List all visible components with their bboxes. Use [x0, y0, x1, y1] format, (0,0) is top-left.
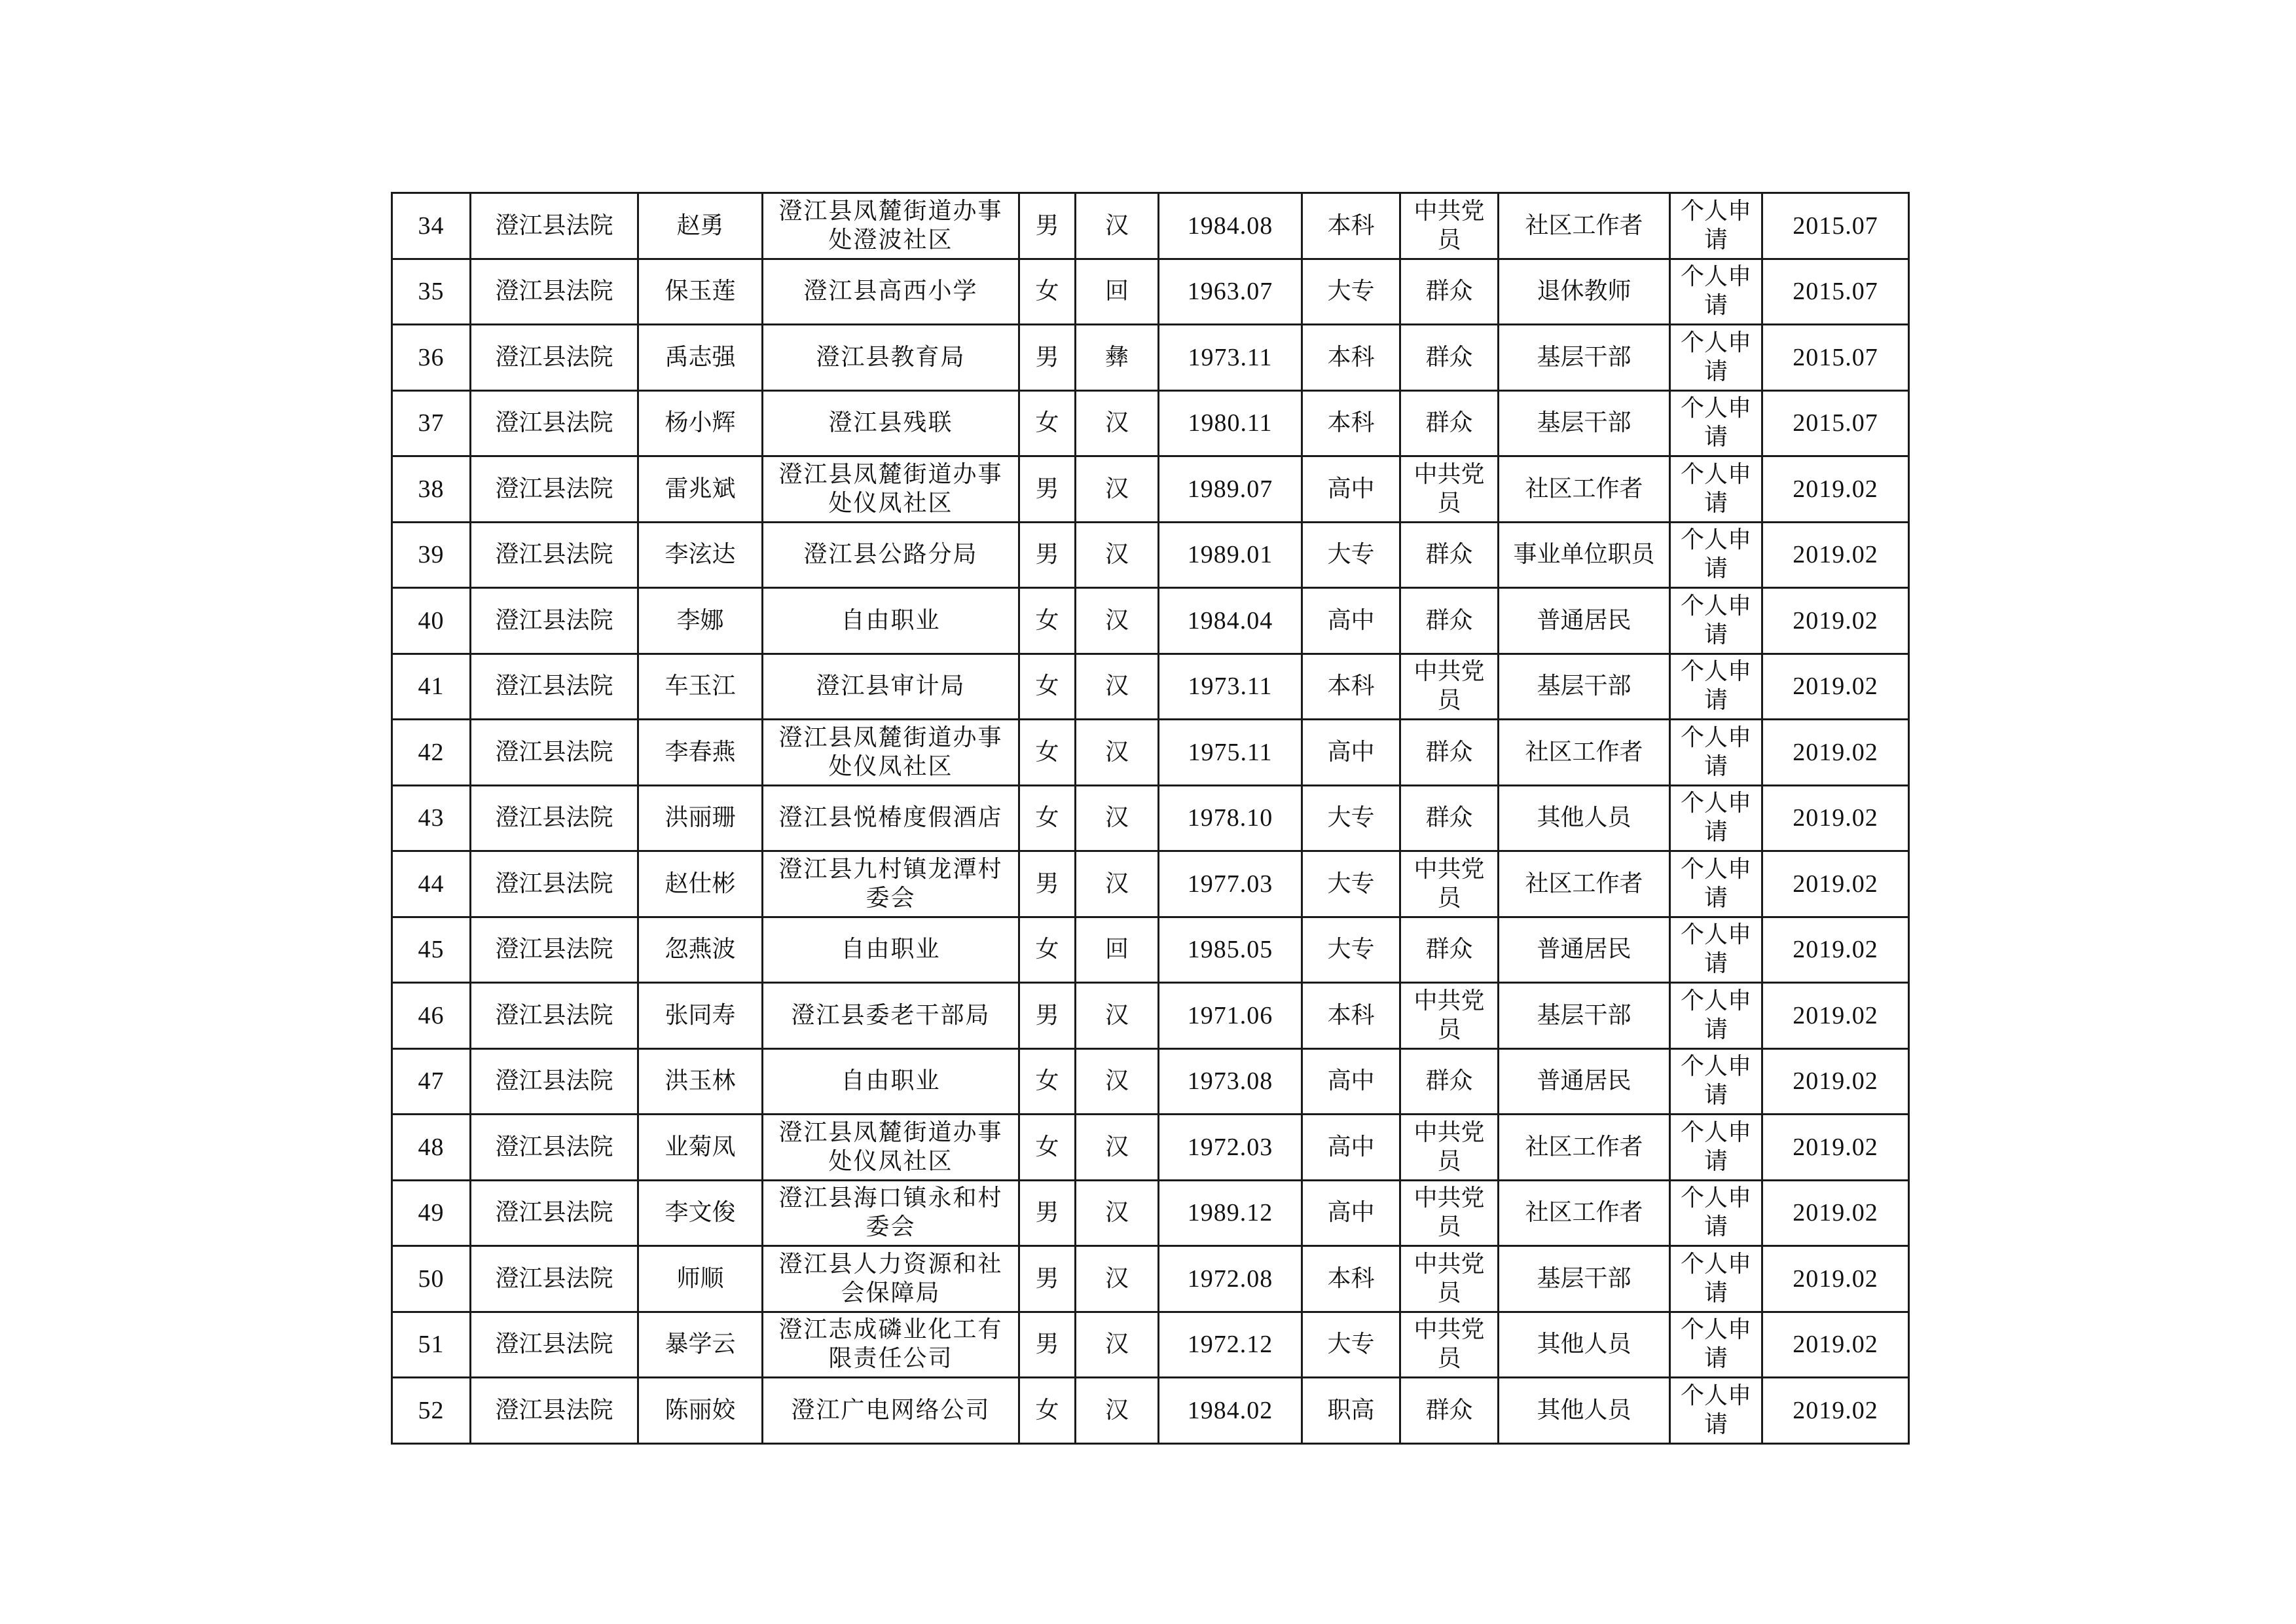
- cell-occupation: 基层干部: [1499, 325, 1670, 391]
- cell-political-status: 中共党员: [1400, 1312, 1499, 1378]
- cell-court: 澄江县法院: [471, 588, 638, 654]
- cell-birth-date: 1984.02: [1159, 1378, 1302, 1444]
- cell-court: 澄江县法院: [471, 390, 638, 456]
- cell-birth-date: 1973.08: [1159, 1048, 1302, 1115]
- cell-appointment-date: 2019.02: [1762, 1246, 1909, 1312]
- table-row: [392, 259, 1909, 325]
- cell-occupation: 退休教师: [1499, 259, 1670, 325]
- cell-serial-number: 48: [392, 1115, 471, 1181]
- cell-selection-method: 个人申请: [1670, 522, 1762, 588]
- table-row: [392, 983, 1909, 1049]
- cell-ethnicity: 汉: [1076, 1048, 1159, 1115]
- cell-education: 大专: [1302, 522, 1400, 588]
- cell-work-unit: 澄江县凤麓街道办事处仪凤社区: [763, 1115, 1019, 1181]
- cell-education: 高中: [1302, 588, 1400, 654]
- cell-political-status: 群众: [1400, 720, 1499, 786]
- table-row: [392, 720, 1909, 786]
- cell-education: 职高: [1302, 1378, 1400, 1444]
- cell-education: 大专: [1302, 785, 1400, 851]
- cell-occupation: 其他人员: [1499, 785, 1670, 851]
- cell-political-status: 群众: [1400, 588, 1499, 654]
- cell-appointment-date: 2019.02: [1762, 654, 1909, 720]
- cell-ethnicity: 汉: [1076, 1115, 1159, 1181]
- cell-birth-date: 1973.11: [1159, 654, 1302, 720]
- cell-political-status: 中共党员: [1400, 456, 1499, 523]
- cell-birth-date: 1989.07: [1159, 456, 1302, 523]
- cell-work-unit: 自由职业: [763, 588, 1019, 654]
- cell-political-status: 群众: [1400, 522, 1499, 588]
- cell-name: 保玉莲: [638, 259, 763, 325]
- cell-selection-method: 个人申请: [1670, 785, 1762, 851]
- table-row: [392, 522, 1909, 588]
- cell-birth-date: 1989.01: [1159, 522, 1302, 588]
- cell-occupation: 普通居民: [1499, 588, 1670, 654]
- cell-selection-method: 个人申请: [1670, 259, 1762, 325]
- cell-birth-date: 1973.11: [1159, 325, 1302, 391]
- cell-name: 洪丽珊: [638, 785, 763, 851]
- cell-occupation: 普通居民: [1499, 917, 1670, 983]
- cell-gender: 女: [1019, 259, 1076, 325]
- cell-appointment-date: 2019.02: [1762, 785, 1909, 851]
- cell-name: 陈丽姣: [638, 1378, 763, 1444]
- cell-appointment-date: 2019.02: [1762, 588, 1909, 654]
- cell-court: 澄江县法院: [471, 720, 638, 786]
- cell-gender: 男: [1019, 983, 1076, 1049]
- cell-name: 忽燕波: [638, 917, 763, 983]
- cell-birth-date: 1972.08: [1159, 1246, 1302, 1312]
- cell-occupation: 基层干部: [1499, 654, 1670, 720]
- cell-serial-number: 43: [392, 785, 471, 851]
- cell-political-status: 中共党员: [1400, 193, 1499, 259]
- cell-serial-number: 51: [392, 1312, 471, 1378]
- table-row: [392, 456, 1909, 523]
- cell-gender: 男: [1019, 522, 1076, 588]
- cell-work-unit: 澄江县人力资源和社会保障局: [763, 1246, 1019, 1312]
- cell-appointment-date: 2015.07: [1762, 193, 1909, 259]
- cell-education: 大专: [1302, 917, 1400, 983]
- cell-appointment-date: 2019.02: [1762, 456, 1909, 523]
- cell-birth-date: 1977.03: [1159, 851, 1302, 917]
- cell-ethnicity: 汉: [1076, 193, 1159, 259]
- cell-name: 杨小辉: [638, 390, 763, 456]
- cell-gender: 女: [1019, 654, 1076, 720]
- cell-name: 雷兆斌: [638, 456, 763, 523]
- cell-appointment-date: 2019.02: [1762, 522, 1909, 588]
- cell-political-status: 群众: [1400, 1378, 1499, 1444]
- cell-appointment-date: 2015.07: [1762, 390, 1909, 456]
- cell-birth-date: 1980.11: [1159, 390, 1302, 456]
- cell-gender: 女: [1019, 588, 1076, 654]
- cell-work-unit: 澄江县审计局: [763, 654, 1019, 720]
- table-row: [392, 390, 1909, 456]
- table-row: [392, 1180, 1909, 1246]
- cell-serial-number: 50: [392, 1246, 471, 1312]
- cell-appointment-date: 2019.02: [1762, 1180, 1909, 1246]
- cell-selection-method: 个人申请: [1670, 1246, 1762, 1312]
- cell-occupation: 基层干部: [1499, 1246, 1670, 1312]
- cell-name: 张同寿: [638, 983, 763, 1049]
- cell-education: 本科: [1302, 1246, 1400, 1312]
- cell-court: 澄江县法院: [471, 1115, 638, 1181]
- table-row: [392, 851, 1909, 917]
- cell-birth-date: 1984.04: [1159, 588, 1302, 654]
- cell-gender: 男: [1019, 325, 1076, 391]
- cell-serial-number: 45: [392, 917, 471, 983]
- cell-education: 大专: [1302, 259, 1400, 325]
- cell-gender: 女: [1019, 1048, 1076, 1115]
- cell-education: 本科: [1302, 325, 1400, 391]
- cell-court: 澄江县法院: [471, 785, 638, 851]
- table-row: [392, 1312, 1909, 1378]
- cell-work-unit: 自由职业: [763, 1048, 1019, 1115]
- cell-occupation: 社区工作者: [1499, 1180, 1670, 1246]
- cell-serial-number: 39: [392, 522, 471, 588]
- roster-body: [392, 193, 1909, 1444]
- cell-gender: 女: [1019, 785, 1076, 851]
- cell-gender: 女: [1019, 1378, 1076, 1444]
- cell-court: 澄江县法院: [471, 522, 638, 588]
- cell-serial-number: 52: [392, 1378, 471, 1444]
- cell-political-status: 群众: [1400, 917, 1499, 983]
- cell-occupation: 社区工作者: [1499, 456, 1670, 523]
- cell-birth-date: 1978.10: [1159, 785, 1302, 851]
- cell-occupation: 普通居民: [1499, 1048, 1670, 1115]
- cell-ethnicity: 回: [1076, 917, 1159, 983]
- cell-political-status: 中共党员: [1400, 654, 1499, 720]
- cell-ethnicity: 汉: [1076, 1246, 1159, 1312]
- cell-occupation: 基层干部: [1499, 983, 1670, 1049]
- cell-selection-method: 个人申请: [1670, 720, 1762, 786]
- cell-selection-method: 个人申请: [1670, 1048, 1762, 1115]
- cell-work-unit: 澄江县悦椿度假酒店: [763, 785, 1019, 851]
- cell-birth-date: 1963.07: [1159, 259, 1302, 325]
- cell-ethnicity: 汉: [1076, 720, 1159, 786]
- cell-court: 澄江县法院: [471, 325, 638, 391]
- cell-occupation: 其他人员: [1499, 1378, 1670, 1444]
- cell-serial-number: 42: [392, 720, 471, 786]
- cell-court: 澄江县法院: [471, 1378, 638, 1444]
- cell-selection-method: 个人申请: [1670, 851, 1762, 917]
- cell-name: 禹志强: [638, 325, 763, 391]
- cell-name: 赵勇: [638, 193, 763, 259]
- cell-serial-number: 38: [392, 456, 471, 523]
- cell-name: 暴学云: [638, 1312, 763, 1378]
- cell-name: 李春燕: [638, 720, 763, 786]
- juror-roster-table: [391, 192, 1910, 1445]
- cell-court: 澄江县法院: [471, 654, 638, 720]
- cell-education: 本科: [1302, 193, 1400, 259]
- cell-name: 李娜: [638, 588, 763, 654]
- cell-court: 澄江县法院: [471, 1246, 638, 1312]
- cell-ethnicity: 汉: [1076, 983, 1159, 1049]
- cell-name: 洪玉林: [638, 1048, 763, 1115]
- cell-appointment-date: 2019.02: [1762, 720, 1909, 786]
- cell-political-status: 中共党员: [1400, 1180, 1499, 1246]
- cell-occupation: 其他人员: [1499, 1312, 1670, 1378]
- cell-appointment-date: 2019.02: [1762, 1115, 1909, 1181]
- cell-work-unit: 澄江县凤麓街道办事处澄波社区: [763, 193, 1019, 259]
- cell-court: 澄江县法院: [471, 851, 638, 917]
- cell-court: 澄江县法院: [471, 1180, 638, 1246]
- cell-education: 高中: [1302, 1115, 1400, 1181]
- cell-ethnicity: 汉: [1076, 654, 1159, 720]
- table-row: [392, 1115, 1909, 1181]
- cell-selection-method: 个人申请: [1670, 1378, 1762, 1444]
- cell-serial-number: 44: [392, 851, 471, 917]
- cell-selection-method: 个人申请: [1670, 1312, 1762, 1378]
- cell-gender: 女: [1019, 917, 1076, 983]
- cell-selection-method: 个人申请: [1670, 193, 1762, 259]
- cell-gender: 男: [1019, 1180, 1076, 1246]
- cell-name: 车玉江: [638, 654, 763, 720]
- cell-work-unit: 澄江广电网络公司: [763, 1378, 1019, 1444]
- cell-selection-method: 个人申请: [1670, 1180, 1762, 1246]
- cell-ethnicity: 汉: [1076, 522, 1159, 588]
- cell-ethnicity: 汉: [1076, 1378, 1159, 1444]
- cell-education: 本科: [1302, 654, 1400, 720]
- cell-gender: 女: [1019, 1115, 1076, 1181]
- cell-birth-date: 1985.05: [1159, 917, 1302, 983]
- cell-birth-date: 1971.06: [1159, 983, 1302, 1049]
- cell-gender: 女: [1019, 720, 1076, 786]
- cell-education: 高中: [1302, 1048, 1400, 1115]
- cell-education: 本科: [1302, 983, 1400, 1049]
- cell-serial-number: 40: [392, 588, 471, 654]
- cell-serial-number: 47: [392, 1048, 471, 1115]
- cell-selection-method: 个人申请: [1670, 917, 1762, 983]
- cell-name: 师顺: [638, 1246, 763, 1312]
- cell-serial-number: 41: [392, 654, 471, 720]
- cell-appointment-date: 2019.02: [1762, 851, 1909, 917]
- cell-ethnicity: 汉: [1076, 1312, 1159, 1378]
- cell-occupation: 社区工作者: [1499, 193, 1670, 259]
- cell-gender: 男: [1019, 851, 1076, 917]
- cell-political-status: 中共党员: [1400, 983, 1499, 1049]
- cell-ethnicity: 汉: [1076, 1180, 1159, 1246]
- cell-serial-number: 34: [392, 193, 471, 259]
- cell-ethnicity: 汉: [1076, 851, 1159, 917]
- cell-political-status: 中共党员: [1400, 1246, 1499, 1312]
- cell-ethnicity: 汉: [1076, 456, 1159, 523]
- cell-birth-date: 1984.08: [1159, 193, 1302, 259]
- cell-gender: 男: [1019, 1246, 1076, 1312]
- cell-gender: 男: [1019, 193, 1076, 259]
- cell-appointment-date: 2019.02: [1762, 983, 1909, 1049]
- cell-occupation: 事业单位职员: [1499, 522, 1670, 588]
- cell-court: 澄江县法院: [471, 1048, 638, 1115]
- cell-serial-number: 46: [392, 983, 471, 1049]
- table-row: [392, 1246, 1909, 1312]
- table-row: [392, 588, 1909, 654]
- cell-work-unit: 澄江县教育局: [763, 325, 1019, 391]
- cell-work-unit: 澄江县高西小学: [763, 259, 1019, 325]
- cell-court: 澄江县法院: [471, 1312, 638, 1378]
- cell-political-status: 群众: [1400, 1048, 1499, 1115]
- cell-selection-method: 个人申请: [1670, 588, 1762, 654]
- cell-gender: 男: [1019, 456, 1076, 523]
- cell-birth-date: 1989.12: [1159, 1180, 1302, 1246]
- cell-court: 澄江县法院: [471, 193, 638, 259]
- cell-education: 高中: [1302, 1180, 1400, 1246]
- cell-serial-number: 49: [392, 1180, 471, 1246]
- table-row: [392, 1378, 1909, 1444]
- cell-ethnicity: 彝: [1076, 325, 1159, 391]
- table-row: [392, 1048, 1909, 1115]
- cell-selection-method: 个人申请: [1670, 1115, 1762, 1181]
- cell-selection-method: 个人申请: [1670, 456, 1762, 523]
- cell-appointment-date: 2019.02: [1762, 1378, 1909, 1444]
- cell-education: 大专: [1302, 851, 1400, 917]
- cell-ethnicity: 汉: [1076, 390, 1159, 456]
- cell-occupation: 基层干部: [1499, 390, 1670, 456]
- cell-work-unit: 自由职业: [763, 917, 1019, 983]
- cell-ethnicity: 汉: [1076, 785, 1159, 851]
- cell-occupation: 社区工作者: [1499, 720, 1670, 786]
- cell-serial-number: 35: [392, 259, 471, 325]
- cell-work-unit: 澄江志成磷业化工有限责任公司: [763, 1312, 1019, 1378]
- cell-appointment-date: 2015.07: [1762, 259, 1909, 325]
- cell-work-unit: 澄江县凤麓街道办事处仪凤社区: [763, 456, 1019, 523]
- cell-selection-method: 个人申请: [1670, 390, 1762, 456]
- cell-ethnicity: 汉: [1076, 588, 1159, 654]
- cell-gender: 男: [1019, 1312, 1076, 1378]
- cell-education: 本科: [1302, 390, 1400, 456]
- cell-work-unit: 澄江县凤麓街道办事处仪凤社区: [763, 720, 1019, 786]
- cell-work-unit: 澄江县残联: [763, 390, 1019, 456]
- cell-occupation: 社区工作者: [1499, 851, 1670, 917]
- cell-education: 高中: [1302, 456, 1400, 523]
- cell-work-unit: 澄江县海口镇永和村委会: [763, 1180, 1019, 1246]
- cell-political-status: 群众: [1400, 390, 1499, 456]
- cell-selection-method: 个人申请: [1670, 325, 1762, 391]
- cell-serial-number: 37: [392, 390, 471, 456]
- cell-selection-method: 个人申请: [1670, 983, 1762, 1049]
- cell-selection-method: 个人申请: [1670, 654, 1762, 720]
- cell-name: 业菊凤: [638, 1115, 763, 1181]
- cell-birth-date: 1972.12: [1159, 1312, 1302, 1378]
- cell-serial-number: 36: [392, 325, 471, 391]
- cell-court: 澄江县法院: [471, 456, 638, 523]
- cell-birth-date: 1975.11: [1159, 720, 1302, 786]
- cell-political-status: 群众: [1400, 785, 1499, 851]
- cell-education: 高中: [1302, 720, 1400, 786]
- cell-appointment-date: 2019.02: [1762, 1312, 1909, 1378]
- cell-appointment-date: 2019.02: [1762, 1048, 1909, 1115]
- cell-name: 李泫达: [638, 522, 763, 588]
- table-row: [392, 785, 1909, 851]
- cell-work-unit: 澄江县委老干部局: [763, 983, 1019, 1049]
- cell-work-unit: 澄江县公路分局: [763, 522, 1019, 588]
- cell-court: 澄江县法院: [471, 983, 638, 1049]
- cell-political-status: 中共党员: [1400, 851, 1499, 917]
- cell-appointment-date: 2015.07: [1762, 325, 1909, 391]
- cell-political-status: 群众: [1400, 325, 1499, 391]
- cell-court: 澄江县法院: [471, 259, 638, 325]
- cell-gender: 女: [1019, 390, 1076, 456]
- table-row: [392, 654, 1909, 720]
- cell-appointment-date: 2019.02: [1762, 917, 1909, 983]
- table-row: [392, 193, 1909, 259]
- cell-name: 赵仕彬: [638, 851, 763, 917]
- cell-ethnicity: 回: [1076, 259, 1159, 325]
- cell-name: 李文俊: [638, 1180, 763, 1246]
- cell-political-status: 中共党员: [1400, 1115, 1499, 1181]
- table-row: [392, 325, 1909, 391]
- cell-political-status: 群众: [1400, 259, 1499, 325]
- cell-court: 澄江县法院: [471, 917, 638, 983]
- cell-education: 大专: [1302, 1312, 1400, 1378]
- cell-birth-date: 1972.03: [1159, 1115, 1302, 1181]
- cell-work-unit: 澄江县九村镇龙潭村委会: [763, 851, 1019, 917]
- cell-occupation: 社区工作者: [1499, 1115, 1670, 1181]
- table-row: [392, 917, 1909, 983]
